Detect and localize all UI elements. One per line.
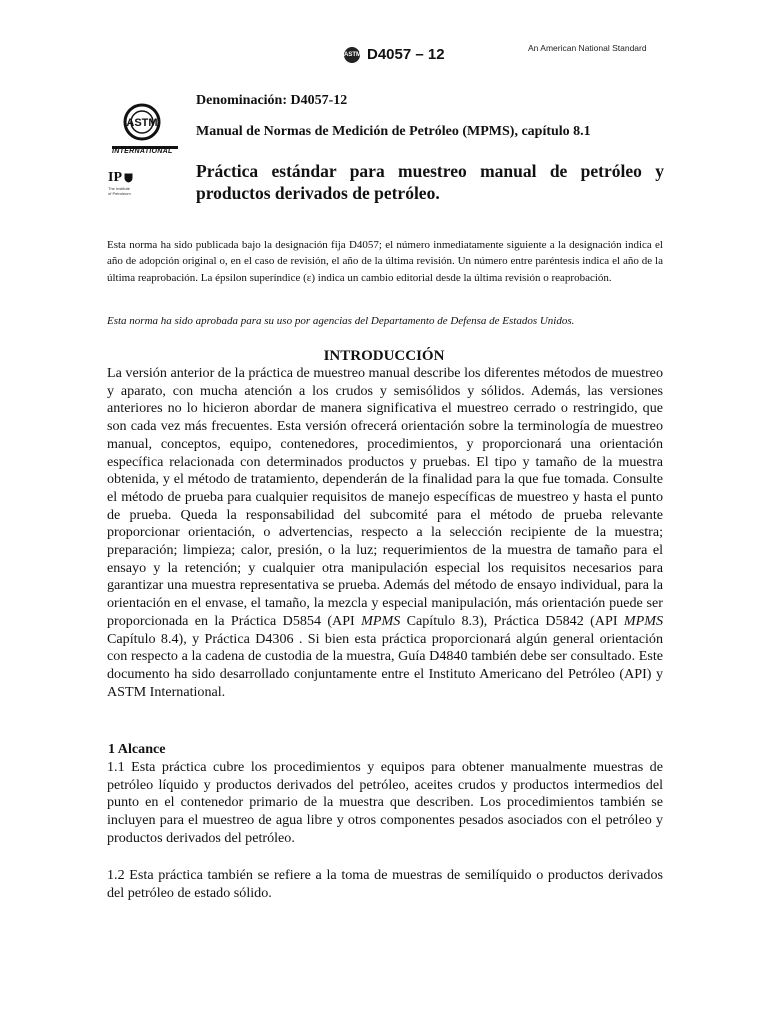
introduction-heading: INTRODUCCIÓN <box>323 348 445 364</box>
svg-text:ASTM: ASTM <box>126 117 158 129</box>
ip-mark: IP <box>108 170 122 185</box>
publication-note: Esta norma ha sido publicada bajo la designación fija D4057; el número inmediatamente siguiente a la designación indica el año de adopción original o, en el caso de revisión, el año de la última revisión. Un número entre paréntesis indica el año de la última reaprobación. La épsilon superíndice (ε) indica un cambio editorial desde la última revisión o reaprobación. <box>107 239 663 284</box>
astm-caption: INTERNATIONAL <box>112 148 173 155</box>
standard-label: An American National Standard <box>528 43 647 53</box>
astm-international-logo <box>108 100 180 160</box>
approval-note: Esta norma ha sido aprobada para su uso por agencias del Departamento de Defensa de Estados Unidos. <box>107 315 575 327</box>
intro-text-b: Capítulo 8.3), Práctica D5842 (API <box>400 612 624 629</box>
mpms-italic-1: MPMS <box>361 612 401 629</box>
scope-paragraph-1-1: 1.1 Esta práctica cubre los procedimientos y equipos para obtener manualmente muestras de petróleo líquido y productos derivados del petróleo, aceites crudos y productos intermedios del punto en el contenedor primario de la muestra que describen. Los procedimientos también se incluyen para el muestreo de agua libre y otros componentes pesados asociados con el petróleo y productos derivados del petróleo. <box>107 759 663 846</box>
ip-caption-line1: The Institute <box>108 186 131 191</box>
intro-text-c: Capítulo 8.4), y Práctica D4306 . Si bien esta práctica proporcionará algún general orientación con respecto a la cadena de custodia de la muestra, Guía D4840 también debe ser consultado. Este documento ha sido desarrollado conjuntamente entre el Instituto Americano del Petróleo (API) y ASTM International. <box>107 630 663 700</box>
manual-reference: Manual de Normas de Medición de Petróleo (MPMS), capítulo 8.1 <box>196 124 591 139</box>
document-title: Práctica estándar para muestreo manual de petróleo y productos derivados de petróleo. <box>196 161 664 203</box>
scope-heading: 1 Alcance <box>108 741 166 757</box>
ip-logo <box>108 170 168 200</box>
document-code-text: D4057 – 12 <box>367 46 445 63</box>
document-code <box>344 46 445 63</box>
scope-paragraph-1-2: 1.2 Esta práctica también se refiere a la toma de muestras de semilíquido o productos derivados del petróleo de estado sólido. <box>107 867 663 901</box>
introduction-paragraph <box>107 365 663 701</box>
intro-text-a: La versión anterior de la práctica de muestreo manual describe los diferentes métodos de muestreo y aparato, con mucha atención a los crudos y semisólidos y sólidos. Además, las versiones anteriores no lo hicieron abordar de manera significativa el muestreo cerrado o restringido, que son cada vez más frecuentes. Esta versión ofrecerá orientación sobre la terminología de muestreo manual, conceptos, equipo, contenedores, procedimientos, y proporcionará una orientación específica relacionada con determinados productos y pruebas. El tipo y tamaño de la muestra obtenida, y el método de tratamiento, dependerán de la finalidad para la que fue tomada. Consulte el método de prueba para cualquier requisitos de manejo específicas de muestreo y hasta el punto de prueba. Queda la responsabilidad del subcomité para el método de prueba relevante proporcionar orientación, o advertencias, respecto a la selección recipiente de la muestra; preparación; limpieza; calor, presión, o la luz; requerimientos de la muestra de tamaño para el ensayo y la retención; y cualquier otra manipulación especial los requisitos necesarios para garantizar una muestra representativa se prueba. Además del método de ensayo individual, para la orientación en el envase, el tamaño, la mezcla y especial manipulación, más orientación puede ser proporcionada en la Práctica D5854 (API <box>107 365 663 629</box>
designation: Denominación: D4057-12 <box>196 93 348 108</box>
mpms-italic-2: MPMS <box>623 612 663 629</box>
astm-small-logo-icon: ASTM <box>344 47 360 63</box>
ip-caption-line2: of Petroleum <box>108 191 131 196</box>
shield-icon <box>124 173 133 183</box>
